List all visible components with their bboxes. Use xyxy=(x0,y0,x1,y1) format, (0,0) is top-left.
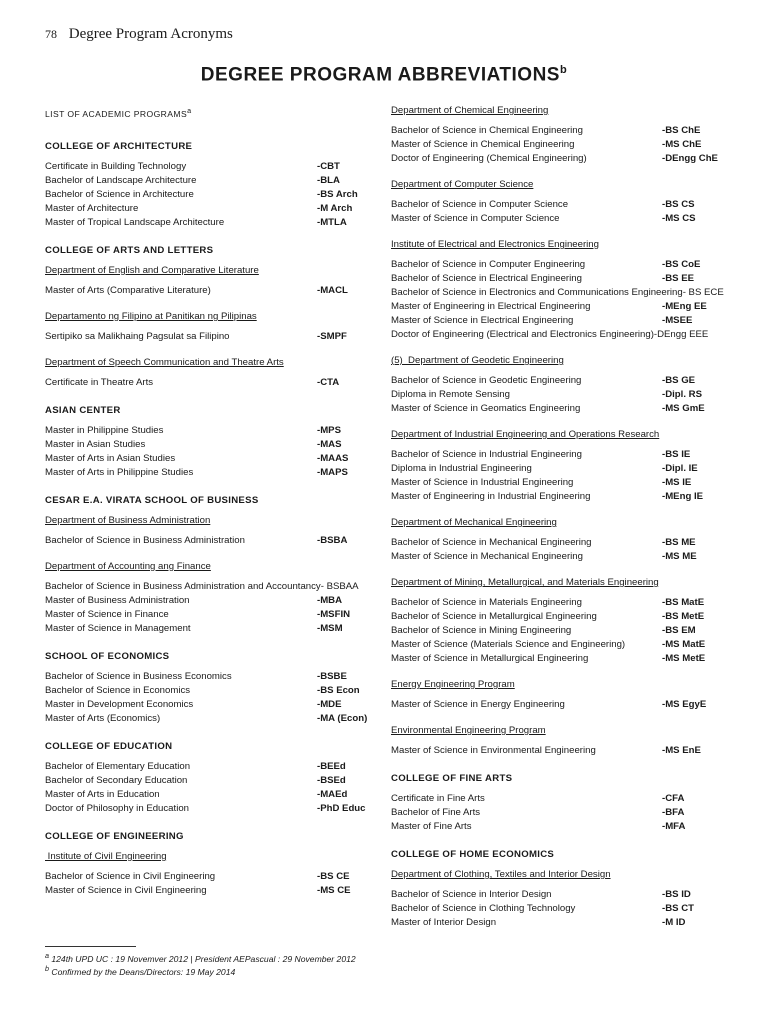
program-name: Master of Science (Materials Science and Engineering) xyxy=(391,639,626,650)
department-heading: Department of Industrial Engineering and Operations Research xyxy=(391,429,660,440)
program-list xyxy=(391,374,736,416)
program-abbreviation: -MS CS xyxy=(662,213,696,224)
program-list xyxy=(45,424,375,480)
college-heading: ASIAN CENTER xyxy=(45,404,121,416)
program-abbreviation: -DEngg ChE xyxy=(662,153,718,164)
program-row xyxy=(391,698,736,712)
program-abbreviation: -Dipl. RS xyxy=(662,389,702,400)
department-heading: Department of Mining, Metallurgical, and Materials Engineering xyxy=(391,577,659,588)
program-abbreviation: -MSFIN xyxy=(317,608,351,620)
program-abbreviation: -MACL xyxy=(317,284,348,296)
program-abbreviation: -MPS xyxy=(317,424,341,436)
program-row xyxy=(391,462,736,476)
program-list xyxy=(391,744,736,758)
program-name: Bachelor of Science in Business Administration and Accountancy- BSBAA xyxy=(45,580,359,592)
program-list xyxy=(45,534,375,548)
program-list xyxy=(45,594,375,636)
program-abbreviation: -BLA xyxy=(317,174,340,186)
program-name: Bachelor of Science in Business Economics xyxy=(45,670,232,682)
program-name: Master of Fine Arts xyxy=(391,821,472,832)
department-heading: Department of Business Administration xyxy=(45,514,211,526)
college-heading: COLLEGE OF FINE ARTS xyxy=(391,773,513,784)
program-abbreviation: -MEng IE xyxy=(662,491,704,502)
program-name: Diploma in Industrial Engineering xyxy=(391,463,532,474)
college-heading: COLLEGE OF EDUCATION xyxy=(45,740,173,752)
program-abbreviation: -MBA xyxy=(317,594,343,606)
college-heading: COLLEGE OF ARCHITECTURE xyxy=(45,140,193,152)
program-name: Master of Science in Chemical Engineering xyxy=(391,139,575,150)
program-name: Bachelor of Science in Mechanical Engineering xyxy=(391,537,592,548)
program-abbreviation: -Dipl. IE xyxy=(662,463,698,474)
program-name: Bachelor of Science in Computer Science xyxy=(391,199,569,210)
page-title xyxy=(0,64,768,86)
program-name: Bachelor of Landscape Architecture xyxy=(45,174,197,186)
program-abbreviation: -BS ID xyxy=(662,889,691,900)
program-row xyxy=(391,152,736,166)
program-row xyxy=(45,466,375,480)
department-heading: Institute of Electrical and Electronics Engineering xyxy=(391,239,599,250)
program-row xyxy=(391,806,736,820)
program-row xyxy=(45,534,375,548)
program-row xyxy=(391,374,736,388)
program-name: Master of Architecture xyxy=(45,202,139,214)
footnote-b xyxy=(45,965,235,977)
program-row xyxy=(45,684,375,698)
program-list xyxy=(45,670,375,726)
program-row xyxy=(45,698,375,712)
program-list xyxy=(391,536,736,564)
program-row xyxy=(391,124,736,138)
program-list xyxy=(391,300,736,328)
program-row xyxy=(391,328,736,342)
program-abbreviation: -BS MatE xyxy=(662,597,705,608)
program-row xyxy=(391,138,736,152)
program-row xyxy=(391,652,736,666)
program-list xyxy=(391,198,736,226)
program-abbreviation: -MS ChE xyxy=(662,139,702,150)
program-row xyxy=(45,216,375,230)
program-row xyxy=(391,888,736,902)
department-heading: Department of Speech Communication and Theatre Arts xyxy=(45,356,284,368)
program-row xyxy=(45,202,375,216)
program-name: Certificate in Theatre Arts xyxy=(45,376,154,388)
college-heading: COLLEGE OF ARTS AND LETTERS xyxy=(45,244,214,256)
program-row xyxy=(391,744,736,758)
program-name: Certificate in Building Technology xyxy=(45,160,187,172)
program-row xyxy=(391,610,736,624)
program-list xyxy=(391,258,736,286)
footnote-a-text: 124th UPD UC : 19 Novemver 2012 | President AEPascual : 29 November 2012 xyxy=(48,953,356,964)
program-name: Sertipiko sa Malikhaing Pagsulat sa Filipino xyxy=(45,330,230,342)
program-abbreviation: -MTLA xyxy=(317,216,347,228)
program-name: Bachelor of Science in Metallurgical Engineering xyxy=(391,611,597,622)
footnote-a-mark: a xyxy=(45,952,49,960)
left-column xyxy=(45,104,375,898)
program-name: Master of Science in Industrial Engineering xyxy=(391,477,574,488)
department-heading: Department of Clothing, Textiles and Interior Design xyxy=(391,869,611,880)
program-name: Bachelor of Science in Electrical Engineering xyxy=(391,273,582,284)
program-name: Master of Engineering in Electrical Engineering xyxy=(391,301,591,312)
program-abbreviation: -BFA xyxy=(662,807,685,818)
program-row xyxy=(391,388,736,402)
program-abbreviation: -MS IE xyxy=(662,477,692,488)
program-name: Bachelor of Science in Clothing Technology xyxy=(391,903,576,914)
program-row xyxy=(45,330,375,344)
program-name: Doctor of Engineering (Electrical and Electronics Engineering)-DEngg EEE xyxy=(391,329,709,340)
program-row xyxy=(391,638,736,652)
program-abbreviation: -BSBA xyxy=(317,534,348,546)
program-name: Master of Interior Design xyxy=(391,917,497,928)
program-abbreviation: -BSEd xyxy=(317,774,346,786)
list-heading-sup: a xyxy=(187,107,192,115)
college-heading: COLLEGE OF ENGINEERING xyxy=(45,830,184,842)
program-row xyxy=(45,424,375,438)
program-name: Master of Science in Computer Science xyxy=(391,213,560,224)
program-row xyxy=(45,608,375,622)
program-row xyxy=(391,402,736,416)
program-abbreviation: -MA (Econ) xyxy=(317,712,368,724)
program-list xyxy=(391,792,736,834)
program-row xyxy=(45,788,375,802)
department-heading: Environmental Engineering Program xyxy=(391,725,546,736)
program-row xyxy=(391,490,736,504)
department-heading: Department of Computer Science xyxy=(391,179,534,190)
program-row xyxy=(391,536,736,550)
program-abbreviation: -MS MetE xyxy=(662,653,706,664)
program-abbreviation: -MAAS xyxy=(317,452,349,464)
program-abbreviation: -BS Arch xyxy=(317,188,358,200)
department-heading: Departamento ng Filipino at Panitikan ng Pilipinas xyxy=(45,310,257,322)
program-row xyxy=(391,476,736,490)
program-row xyxy=(45,594,375,608)
program-row xyxy=(391,820,736,834)
department-heading: Institute of Civil Engineering xyxy=(45,850,167,862)
program-name: Bachelor of Science in Electronics and Communications Engineering- BS ECE xyxy=(391,287,724,298)
program-row xyxy=(391,624,736,638)
program-name: Master of Science in Environmental Engineering xyxy=(391,745,596,756)
program-row xyxy=(391,550,736,564)
program-name: Master of Science in Management xyxy=(45,622,191,634)
program-abbreviation: -BEEd xyxy=(317,760,346,772)
program-row xyxy=(45,670,375,684)
program-name: Bachelor of Science in Interior Design xyxy=(391,889,552,900)
program-list xyxy=(45,376,375,390)
college-heading: CESAR E.A. VIRATA SCHOOL OF BUSINESS xyxy=(45,494,259,506)
program-name: Master of Science in Electrical Engineering xyxy=(391,315,574,326)
college-heading: COLLEGE OF HOME ECONOMICS xyxy=(391,849,555,860)
program-abbreviation: -MAS xyxy=(317,438,342,450)
program-abbreviation: -MS MatE xyxy=(662,639,706,650)
program-name: Master of Science in Finance xyxy=(45,608,169,620)
program-name: Bachelor of Science in Architecture xyxy=(45,188,194,200)
program-name: Diploma in Remote Sensing xyxy=(391,389,510,400)
program-row xyxy=(391,300,736,314)
program-abbreviation: -MSM xyxy=(317,622,343,634)
program-row xyxy=(45,174,375,188)
program-name: Master of Science in Civil Engineering xyxy=(45,884,207,896)
program-abbreviation: -BS MetE xyxy=(662,611,705,622)
program-row xyxy=(45,622,375,636)
program-abbreviation: -BSBE xyxy=(317,670,347,682)
program-abbreviation: -MSEE xyxy=(662,315,693,326)
program-name: Doctor of Engineering (Chemical Engineering) xyxy=(391,153,587,164)
program-abbreviation: -BS Econ xyxy=(317,684,360,696)
program-list xyxy=(391,888,736,930)
program-row xyxy=(391,596,736,610)
program-row xyxy=(391,792,736,806)
program-abbreviation: -BS ME xyxy=(662,537,696,548)
program-name: Bachelor of Science in Industrial Engineering xyxy=(391,449,582,460)
program-row xyxy=(45,870,375,884)
program-name: Bachelor of Science in Materials Engineering xyxy=(391,597,582,608)
program-name: Bachelor of Science in Economics xyxy=(45,684,191,696)
program-name: Master of Arts (Comparative Literature) xyxy=(45,284,211,296)
program-name: Master of Arts in Education xyxy=(45,788,160,800)
running-header xyxy=(45,26,233,43)
footnote-rule xyxy=(45,946,136,947)
program-name: Bachelor of Science in Geodetic Engineering xyxy=(391,375,582,386)
program-abbreviation: -BS CoE xyxy=(662,259,701,270)
program-name: Bachelor of Science in Business Administration xyxy=(45,534,245,546)
page-title-text: DEGREE PROGRAM ABBREVIATIONS xyxy=(200,64,560,86)
page-title-sup: b xyxy=(559,64,568,76)
page-number: 78 xyxy=(45,27,57,41)
program-row xyxy=(45,160,375,174)
program-row xyxy=(45,580,375,594)
program-name: Bachelor of Science in Civil Engineering xyxy=(45,870,216,882)
program-list xyxy=(391,698,736,712)
program-row xyxy=(45,452,375,466)
program-abbreviation: -CTA xyxy=(317,376,340,388)
department-heading: Department of Chemical Engineering xyxy=(391,105,549,116)
program-row xyxy=(45,188,375,202)
footnote-b-mark: b xyxy=(45,965,49,973)
program-abbreviation: -BS ChE xyxy=(662,125,701,136)
footnote-a xyxy=(45,952,356,964)
program-abbreviation: -PhD Educ xyxy=(317,802,366,814)
program-name: Master of Tropical Landscape Architecture xyxy=(45,216,225,228)
program-abbreviation: -MS ME xyxy=(662,551,697,562)
program-row xyxy=(391,916,736,930)
program-abbreviation: -MAEd xyxy=(317,788,348,800)
program-abbreviation: -MEng EE xyxy=(662,301,707,312)
program-name: Master of Science in Geomatics Engineering xyxy=(391,403,581,414)
program-list xyxy=(45,760,375,816)
program-name: Master of Arts in Asian Studies xyxy=(45,452,176,464)
program-name: Master of Science in Mechanical Engineering xyxy=(391,551,583,562)
program-name: Master of Arts in Philippine Studies xyxy=(45,466,194,478)
program-abbreviation: -CBT xyxy=(317,160,340,172)
program-abbreviation: -CFA xyxy=(662,793,685,804)
program-row xyxy=(391,212,736,226)
program-abbreviation: -BS IE xyxy=(662,449,691,460)
program-name: Bachelor of Science in Mining Engineering xyxy=(391,625,572,636)
program-row xyxy=(45,802,375,816)
running-title: Degree Program Acronyms xyxy=(68,26,233,42)
list-heading-text: LIST OF ACADEMIC PROGRAMS xyxy=(45,108,188,119)
program-name: Master of Science in Energy Engineering xyxy=(391,699,565,710)
program-abbreviation: -MAPS xyxy=(317,466,348,478)
program-name: Master in Asian Studies xyxy=(45,438,146,450)
program-row xyxy=(391,902,736,916)
program-abbreviation: -BS CS xyxy=(662,199,695,210)
department-heading: Energy Engineering Program xyxy=(391,679,515,690)
program-list xyxy=(391,448,736,504)
program-name: Master in Development Economics xyxy=(45,698,194,710)
program-name: Master of Arts (Economics) xyxy=(45,712,161,724)
program-abbreviation: -MDE xyxy=(317,698,342,710)
program-name: Master of Business Administration xyxy=(45,594,190,606)
program-list xyxy=(45,160,375,230)
program-row xyxy=(391,198,736,212)
program-row xyxy=(45,712,375,726)
program-row xyxy=(45,760,375,774)
program-name: Master of Science in Metallurgical Engineering xyxy=(391,653,589,664)
program-abbreviation: -BS GE xyxy=(662,375,696,386)
program-list xyxy=(45,870,375,898)
program-abbreviation: -MS EnE xyxy=(662,745,701,756)
program-list xyxy=(391,596,736,666)
program-list xyxy=(391,124,736,166)
program-row xyxy=(45,438,375,452)
program-row xyxy=(45,376,375,390)
right-column xyxy=(391,104,736,930)
department-heading: Department of English and Comparative Literature xyxy=(45,264,259,276)
program-abbreviation: -M ID xyxy=(662,917,686,928)
college-heading: SCHOOL OF ECONOMICS xyxy=(45,650,170,662)
program-name: Bachelor of Secondary Education xyxy=(45,774,188,786)
department-heading: Department of Mechanical Engineering xyxy=(391,517,557,528)
program-abbreviation: -MS GmE xyxy=(662,403,705,414)
program-name: Certificate in Fine Arts xyxy=(391,793,485,804)
program-list xyxy=(45,284,375,298)
program-name: Master of Engineering in Industrial Engineering xyxy=(391,491,591,502)
program-abbreviation: -BS CE xyxy=(317,870,350,882)
program-abbreviation: -BS CT xyxy=(662,903,694,914)
program-abbreviation: -MFA xyxy=(662,821,686,832)
program-abbreviation: -M Arch xyxy=(317,202,353,214)
department-heading: Department of Accounting ang Finance xyxy=(45,560,211,572)
program-row xyxy=(391,286,736,300)
list-heading xyxy=(45,104,375,121)
program-row xyxy=(45,284,375,298)
program-row xyxy=(391,448,736,462)
program-row xyxy=(391,258,736,272)
program-abbreviation: -MS CE xyxy=(317,884,351,896)
program-name: Bachelor of Science in Chemical Engineering xyxy=(391,125,583,136)
program-abbreviation: -MS EgyE xyxy=(662,699,707,710)
program-name: Master in Philippine Studies xyxy=(45,424,164,436)
footnote-b-text: Confirmed by the Deans/Directors: 19 May 2014 xyxy=(48,966,236,977)
program-name: Bachelor of Elementary Education xyxy=(45,760,191,772)
program-row xyxy=(391,314,736,328)
department-heading: (5) Department of Geodetic Engineering xyxy=(391,355,564,366)
program-row xyxy=(45,884,375,898)
program-name: Bachelor of Science in Computer Engineering xyxy=(391,259,586,270)
program-list xyxy=(45,330,375,344)
program-name: Bachelor of Fine Arts xyxy=(391,807,481,818)
program-abbreviation: -BS EE xyxy=(662,273,694,284)
program-abbreviation: -BS EM xyxy=(662,625,696,636)
program-row xyxy=(391,272,736,286)
program-abbreviation: -SMPF xyxy=(317,330,347,342)
program-row xyxy=(45,774,375,788)
program-name: Doctor of Philosophy in Education xyxy=(45,802,189,814)
